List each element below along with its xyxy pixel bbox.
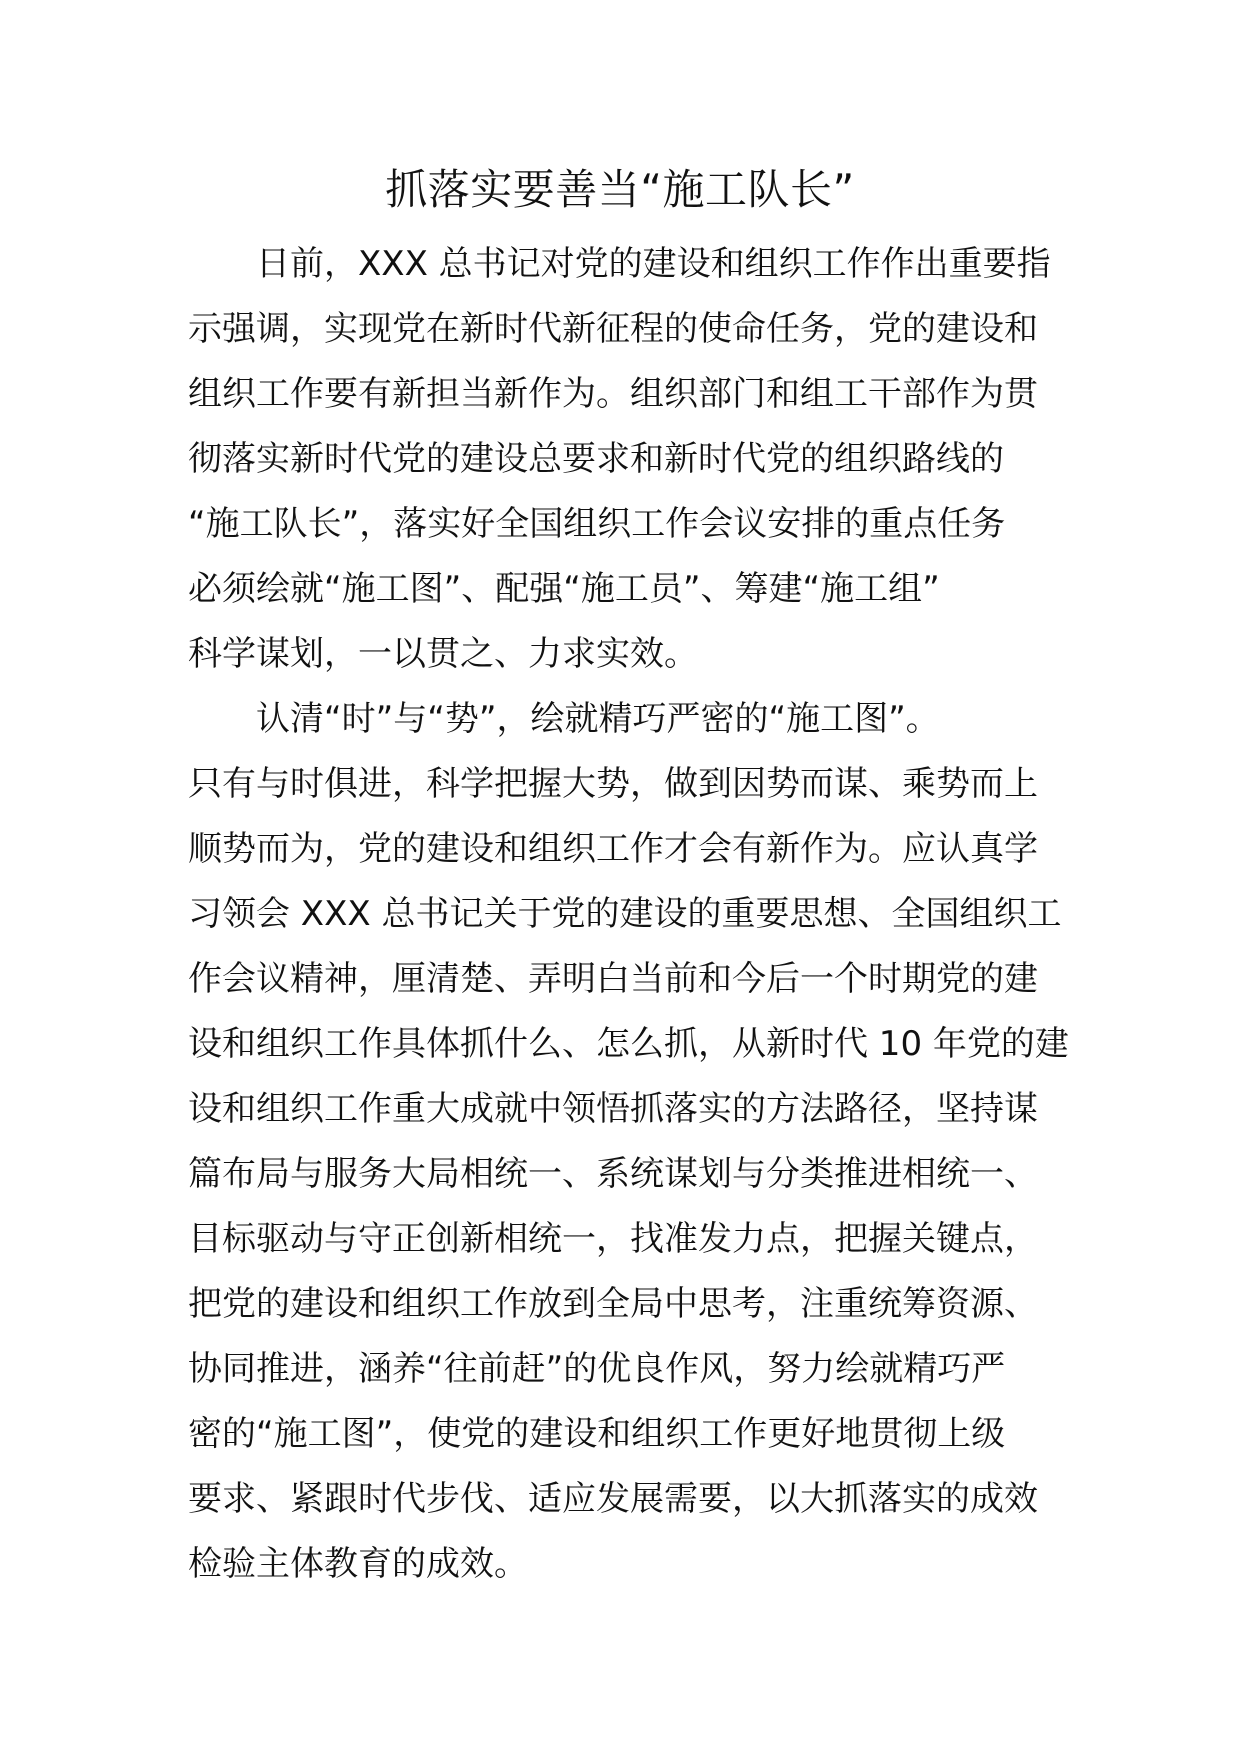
document-title: 抓落实要善当“施工队长” <box>385 165 855 214</box>
text-line: 日前，XXX 总书记对党的建设和组织工作作出重要指 <box>188 244 1051 284</box>
text-line: 认清“时”与“势”，绘就精巧严密的“施工图”。 <box>188 699 940 739</box>
text-line: 设和组织工作重大成就中领悟抓落实的方法路径，坚持谋 <box>188 1089 1038 1129</box>
text-line: 顺势而为，党的建设和组织工作才会有新作为。应认真学 <box>188 829 1038 869</box>
text-line: 要求、紧跟时代步伐、适应发展需要，以大抓落实的成效 <box>188 1479 1038 1519</box>
text-line: 协同推进，涵养“往前赶”的优良作风，努力绘就精巧严 <box>188 1349 1006 1389</box>
text-line: 设和组织工作具体抓什么、怎么抓，从新时代 10 年党的建 <box>188 1024 1069 1064</box>
text-line: 密的“施工图”，使党的建设和组织工作更好地贯彻上级 <box>188 1414 1006 1454</box>
text-line: 示强调，实现党在新时代新征程的使命任务，党的建设和 <box>188 309 1038 349</box>
text-line: 科学谋划，一以贯之、力求实效。 <box>188 634 698 674</box>
text-line: 习领会 XXX 总书记关于党的建设的重要思想、全国组织工 <box>188 894 1062 934</box>
text-line: 彻落实新时代党的建设总要求和新时代党的组织路线的 <box>188 439 1004 479</box>
document-body <box>188 232 1069 1597</box>
text-line: 组织工作要有新担当新作为。组织部门和组工干部作为贯 <box>188 374 1038 414</box>
text-line: 把党的建设和组织工作放到全局中思考，注重统筹资源、 <box>188 1284 1038 1324</box>
text-line: 必须绘就“施工图”、配强“施工员”、筹建“施工组” <box>188 569 940 609</box>
text-line: 检验主体教育的成效。 <box>188 1544 528 1584</box>
text-line: 只有与时俱进，科学把握大势，做到因势而谋、乘势而上 <box>188 764 1038 804</box>
text-line: 目标驱动与守正创新相统一，找准发力点，把握关键点， <box>188 1219 1038 1259</box>
text-line: “施工队长”，落实好全国组织工作会议安排的重点任务 <box>188 504 1006 544</box>
text-line: 作会议精神，厘清楚、弄明白当前和今后一个时期党的建 <box>188 959 1038 999</box>
text-line: 篇布局与服务大局相统一、系统谋划与分类推进相统一、 <box>188 1154 1038 1194</box>
